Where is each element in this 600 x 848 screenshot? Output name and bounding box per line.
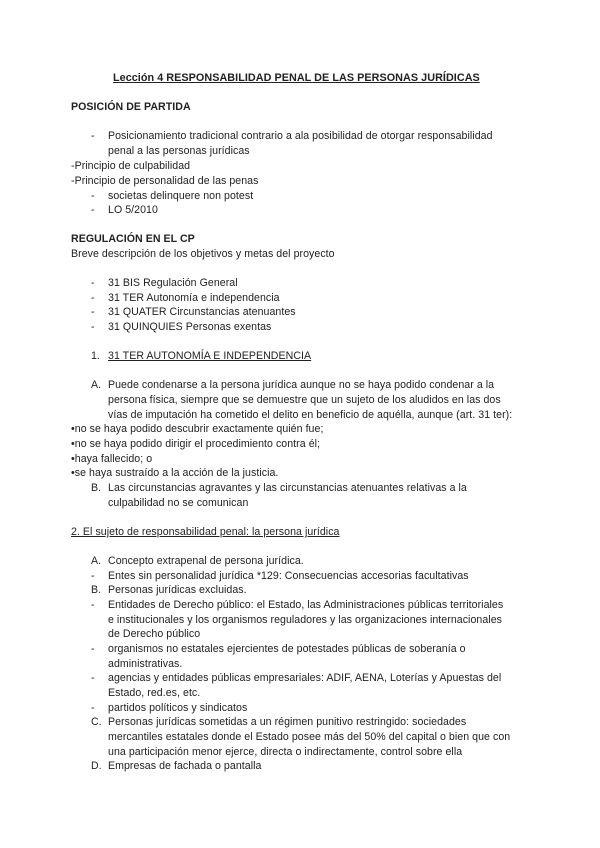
subheading-31-ter: 31 TER AUTONOMÍA E INDEPENDENCIA <box>108 350 312 362</box>
list-item: agencias y entidades públicas empresariales: ADIF, AENA, Loterías y Apuestas del <box>108 672 502 684</box>
dash-marker: - <box>91 570 95 582</box>
dash-marker: - <box>91 190 95 202</box>
list-item-continuation: una participación menor ejerce, directa o indirectamente, control sobre ella <box>108 746 463 758</box>
list-item: Personas jurídicas excluidas. <box>108 584 247 596</box>
list-item-continuation: vías de imputación ha cometido el delito en beneficio de aquélla, aunque (art. 31 ter): <box>108 409 513 421</box>
letter-marker: A. <box>91 379 102 391</box>
list-item: Posicionamiento tradicional contrario a ala posibilidad de otorgar responsabilidad <box>108 130 493 142</box>
dash-marker: - <box>91 643 95 655</box>
list-item-continuation: persona física, siempre que se demuestre que un sujeto de los aludidos en las dos <box>108 394 501 406</box>
list-item: LO 5/2010 <box>108 204 158 216</box>
list-item: Entes sin personalidad jurídica *129: Consecuencias accesorias facultativas <box>108 570 469 582</box>
bullet-item: •haya fallecido; o <box>71 453 153 465</box>
dash-marker: - <box>91 306 95 318</box>
letter-marker: B. <box>91 482 102 494</box>
dash-marker: - <box>91 277 95 289</box>
dash-marker: - <box>91 702 95 714</box>
bullet-item: •no se haya podido dirigir el procedimiento contra él; <box>71 438 321 450</box>
list-item: Las circunstancias agravantes y las circunstancias atenuantes relativas a la <box>108 482 467 494</box>
list-item: Entidades de Derecho público: el Estado, las Administraciones públicas territoriales <box>108 599 504 611</box>
list-item-continuation: administrativas. <box>108 658 183 670</box>
list-item-continuation: culpabilidad no se comunican <box>108 497 249 509</box>
list-item: 31 QUATER Circunstancias atenuantes <box>108 306 296 318</box>
list-item: 31 QUINQUIES Personas exentas <box>108 321 272 333</box>
list-item-continuation: mercantiles estatales donde el Estado posee más del 50% del capital o bien que con <box>108 731 511 743</box>
list-item: societas delinquere non potest <box>108 190 254 202</box>
list-item: Puede condenarse a la persona jurídica aunque no se haya podido condenar a la <box>108 379 495 391</box>
dash-marker: - <box>91 130 95 142</box>
letter-marker: A. <box>91 555 102 567</box>
list-item: partidos políticos y sindicatos <box>108 702 248 714</box>
paragraph: -Principio de personalidad de las penas <box>71 175 259 187</box>
list-item-continuation: e institucionales y los organismos reguladores y las organizaciones internacionales <box>108 614 502 626</box>
letter-marker: D. <box>91 760 102 772</box>
list-item: organismos no estatales ejercientes de potestades públicas de soberanía o <box>108 643 466 655</box>
list-item: Concepto extrapenal de persona jurídica. <box>108 555 304 567</box>
section-heading-posicion: POSICIÓN DE PARTIDA <box>71 101 191 113</box>
list-item-continuation: penal a las personas jurídicas <box>108 145 250 157</box>
bullet-item: •se haya sustraído a la acción de la justicia. <box>71 467 279 479</box>
paragraph: Breve descripción de los objetivos y metas del proyecto <box>71 248 335 260</box>
list-item: 31 TER Autonomía e independencia <box>108 292 280 304</box>
document-title: Lección 4 RESPONSABILIDAD PENAL DE LAS PERSONAS JURÍDICAS <box>113 72 480 84</box>
paragraph: -Principio de culpabilidad <box>71 160 191 172</box>
list-item: Empresas de fachada o pantalla <box>108 760 262 772</box>
bullet-item: •no se haya podido descubrir exactamente quién fue; <box>71 423 324 435</box>
list-item: 31 BIS Regulación General <box>108 277 238 289</box>
letter-marker: C. <box>91 716 102 728</box>
letter-marker: B. <box>91 584 102 596</box>
section-heading-sujeto: 2. El sujeto de responsabilidad penal: la persona jurídica <box>71 526 340 538</box>
number-marker: 1. <box>91 350 100 362</box>
list-item-continuation: de Derecho público <box>108 628 201 640</box>
dash-marker: - <box>91 292 95 304</box>
list-item-continuation: Estado, red.es, etc. <box>108 687 201 699</box>
dash-marker: - <box>91 321 95 333</box>
dash-marker: - <box>91 599 95 611</box>
dash-marker: - <box>91 672 95 684</box>
list-item: Personas jurídicas sometidas a un régimen punitivo restringido: sociedades <box>108 716 467 728</box>
dash-marker: - <box>91 204 95 216</box>
section-heading-regulacion: REGULACIÓN EN EL CP <box>71 233 195 245</box>
